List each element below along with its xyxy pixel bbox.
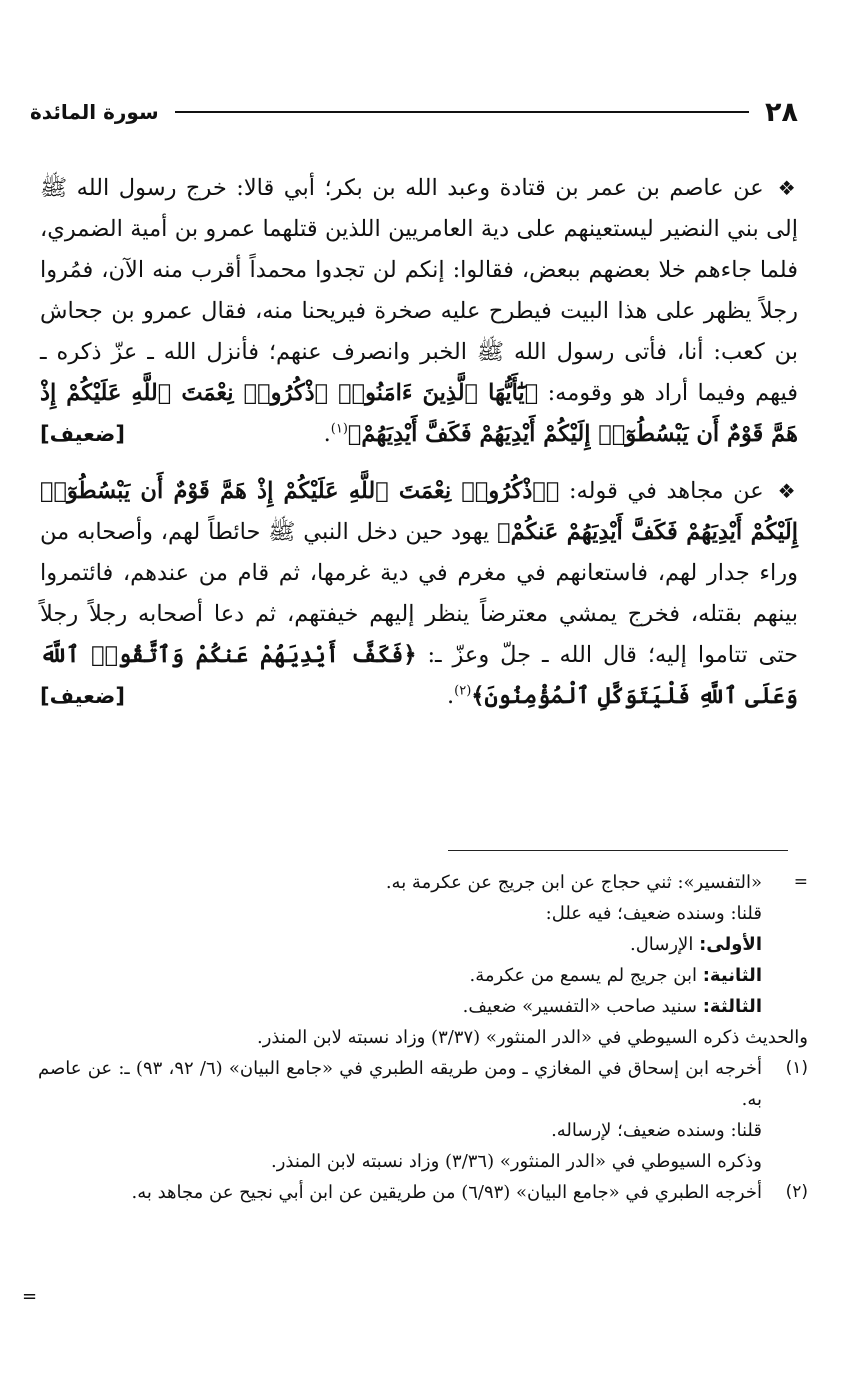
header-rule xyxy=(175,111,749,113)
footnote-line xyxy=(38,991,762,1022)
sentence-end: . xyxy=(446,683,455,709)
defect-label: الثانية: xyxy=(702,965,762,986)
narration-1 xyxy=(40,168,798,455)
footnote-line: «التفسير»: ثني حجاج عن ابن جريج عن عكرمة به. xyxy=(385,872,762,893)
narration-text: عن عاصم بن عمر بن قتادة وعبد الله بن بكر؛ أبي قالا: خرج رسول الله ﷺ إلى بني النضير ليستعينهم على دية العامريين اللذين قتلهما عمرو بن أمية الضمري، فلما جاءهم خلا بعضهم ببعض، فقالوا: إنكم لن تجدوا محمداً أقرب منه الآن، فمُروا رجلاً يظهر على هذا البيت فيطرح عليه صخرة فيريحنا منه، فقال عمرو بن جحاش بن كعب: أنا، فأتى رسول الله ﷺ الخبر وانصرف عنهم؛ فأنزل الله ـ عزّ ذكره ـ فيهم وفيما أراد هو وقومه: xyxy=(40,175,799,406)
narration-text: يهود حين دخل النبي ﷺ حائطاً لهم، وأصحابه من وراء جدار لهم، فاستعانهم في مغرم في دية غرمها، ثم قام من عندهم، فائتمروا بينهم بقتله، فخرج يمشي معترضاً ينظر إليهم خيفتهم، ثم دعا أصحابه رجلاً رجلاً حتى تتاموا إليه؛ قال الله ـ جلّ وعزّ ـ: xyxy=(40,519,799,668)
bullet-marker-icon: ❖ xyxy=(777,176,798,200)
footnote-number: (٢) xyxy=(785,1182,808,1202)
running-title: سورة المائدة xyxy=(30,100,159,124)
footnote-line: قلنا: وسنده ضعيف؛ فيه علل: xyxy=(545,903,762,924)
footnote-line xyxy=(38,960,762,991)
main-text xyxy=(40,168,798,733)
footnote-line: أخرجه الطبري في «جامع البيان» (٦/٩٣) من طريقين عن ابن أبي نجيح عن مجاهد به. xyxy=(131,1182,762,1203)
footnote-line: قلنا: وسنده ضعيف؛ لإرساله. xyxy=(551,1120,762,1141)
footnote-2 xyxy=(38,1177,808,1208)
defect-text: ابن جريج لم يسمع من عكرمة. xyxy=(469,965,697,986)
defect-label: الثالثة: xyxy=(702,996,762,1017)
narration-text: عن مجاهد في قوله: xyxy=(568,478,764,504)
footnote-line xyxy=(38,929,762,960)
defect-text: الإرسال. xyxy=(630,934,694,955)
quran-verse: ﴿فَكَفَّ أَيْدِيَهُمْ عَنكُمْ وَٱتَّقُوا۟ ٱللَّهَ وَعَلَى ٱللَّهِ فَلْيَتَوَكَّلِ ٱلْمُؤْمِنُونَ﴾ xyxy=(40,642,798,709)
continuation-mark: = xyxy=(22,1286,38,1307)
quran-verse: ﴿يَٰٓأَيُّهَا ٱلَّذِينَ ءَامَنُوا۟ ٱذْكُرُوا۟ نِعْمَتَ ٱللَّهِ عَلَيْكُمْ إِذْ هَمَّ قَوْمٌ أَن يَبْسُطُوٓا۟ إِلَيْكُمْ أَيْدِيَهُمْ فَكَفَّ أَيْدِيَهُمْ﴾ xyxy=(40,380,798,447)
page-number: ٢٨ xyxy=(765,96,798,128)
footnote-continuation xyxy=(38,867,808,1022)
footnotes xyxy=(38,867,808,1208)
footnote-mark: = xyxy=(793,872,808,892)
footnote-line: وذكره السيوطي في «الدر المنثور» (٣/٣٦) وزاد نسبته لابن المنذر. xyxy=(270,1151,762,1172)
defect-label: الأولى: xyxy=(699,934,762,955)
sentence-end: . xyxy=(323,421,331,447)
footnote-number: (١) xyxy=(785,1058,808,1078)
footnote-ref: (٢) xyxy=(454,683,472,699)
quran-verse: ﴿ٱذْكُرُوا۟ نِعْمَتَ ٱللَّهِ عَلَيْكُمْ إِذْ هَمَّ قَوْمٌ أَن يَبْسُطُوٓا۟ إِلَيْكُمْ أَيْدِيَهُمْ فَكَفَّ أَيْدِيَهُمْ عَنكُمْ﴾ xyxy=(40,478,798,545)
footnote-line: والحديث ذكره السيوطي في «الدر المنثور» (٣/٣٧) وزاد نسبته لابن المنذر. xyxy=(257,1027,808,1048)
footnote-1 xyxy=(38,1053,808,1177)
grade-label: [ضعيف] xyxy=(40,422,125,446)
footnote-line: أخرجه ابن إسحاق في المغازي ـ ومن طريقه الطبري في «جامع البيان» (٦/ ٩٢، ٩٣) ـ: عن عاصم به. xyxy=(38,1058,762,1110)
narration-2 xyxy=(40,471,798,717)
page-header xyxy=(30,94,798,130)
defect-text: سنيد صاحب «التفسير» ضعيف. xyxy=(462,996,697,1017)
footnote-ref: (١) xyxy=(330,421,348,437)
grade-label: [ضعيف] xyxy=(40,684,125,708)
footnote-separator xyxy=(448,850,788,851)
bullet-marker-icon: ❖ xyxy=(777,479,798,503)
